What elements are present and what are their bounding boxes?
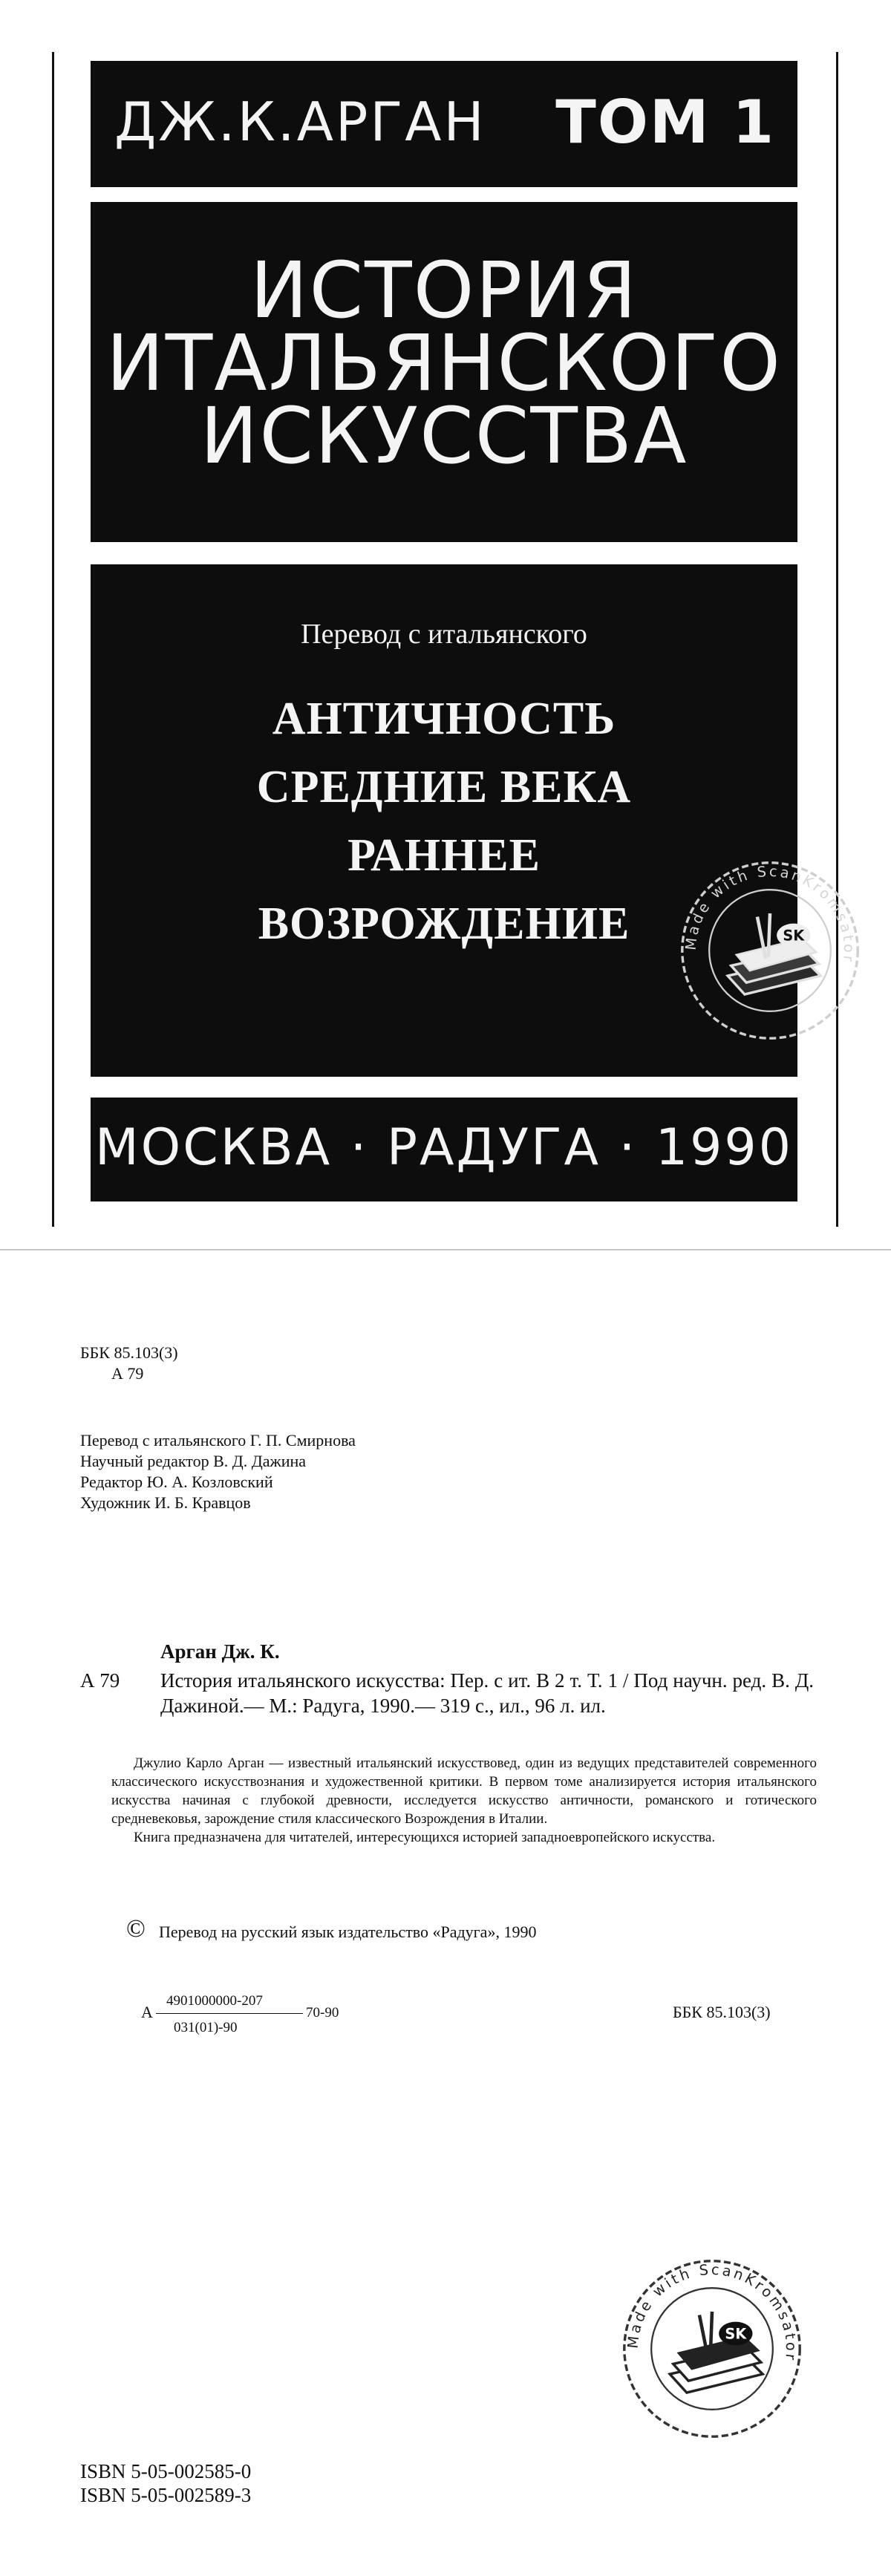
credit-artist: Художник И. Б. Кравцов bbox=[80, 1493, 251, 1512]
cover-subtitle-line: РАННЕЕ bbox=[347, 830, 541, 881]
cover-header-block bbox=[91, 61, 797, 187]
formula-fraction-bar bbox=[156, 2013, 303, 2014]
author-sign-code: А 79 bbox=[111, 1364, 144, 1383]
bbk-code: ББК 85.103(3) bbox=[80, 1343, 178, 1362]
book-stack-icon bbox=[670, 2312, 763, 2393]
bbk-right: ББК 85.103(3) bbox=[673, 2003, 771, 2021]
frame-left-line bbox=[52, 52, 54, 1227]
formula-denominator: 031(01)-90 bbox=[174, 2020, 238, 2035]
cover-subtitle-line: ВОЗРОЖДЕНИЕ bbox=[258, 899, 630, 949]
credit-editor: Редактор Ю. А. Козловский bbox=[80, 1473, 273, 1491]
cover-publisher-line: МОСКВА · РАДУГА · 1990 bbox=[95, 1118, 793, 1177]
cover-translation-note: Перевод с итальянского bbox=[301, 619, 587, 650]
cover-subtitle-block bbox=[91, 564, 858, 1077]
credit-translator: Перевод с итальянского Г. П. Смирнова bbox=[80, 1431, 356, 1450]
annotation-paragraph: Книга предназначена для читателей, интересующихся историей западноевропейского искусства. bbox=[134, 1830, 716, 1845]
stamp-badge: SK bbox=[783, 927, 805, 945]
book-stack-icon bbox=[728, 913, 820, 994]
entry-description: История итальянского искусства: Пер. с ит. В 2 т. Т. 1 / Под научн. ред. В. Д. Дажиной.— М.: Радуга, 1990.— 319 с., ил., 96 л. ил. bbox=[160, 1669, 814, 1717]
cover-title-line: ИСТОРИЯ bbox=[249, 245, 639, 336]
cover-page bbox=[0, 0, 891, 1248]
stamp-ring-text: Made with ScanKromsator bbox=[682, 862, 858, 965]
cover-title-block bbox=[91, 202, 797, 542]
formula-prefix: А bbox=[141, 2003, 153, 2021]
cover-publisher-block bbox=[91, 1098, 797, 1201]
isbn-2: ISBN 5-05-002589-3 bbox=[80, 2484, 252, 2506]
copyright-text: Перевод на русский язык издательство «Радуга», 1990 bbox=[159, 1923, 537, 1941]
copyright-symbol: © bbox=[126, 1915, 146, 1943]
cover-author: ДЖ.К.АРГАН bbox=[114, 91, 486, 153]
scankromsator-stamp bbox=[619, 2256, 805, 2442]
credit-scientific-editor: Научный редактор В. Д. Дажина bbox=[80, 1452, 307, 1470]
scankromsator-stamp bbox=[677, 858, 863, 1043]
frame-right-line bbox=[836, 52, 838, 1227]
stamp-ring-text: Made with ScanKromsator bbox=[624, 2260, 800, 2364]
formula-numerator: 4901000000-207 bbox=[166, 1993, 263, 2009]
entry-author: Арган Дж. К. bbox=[160, 1640, 280, 1663]
cover-title-line: ИТАЛЬЯНСКОГО bbox=[105, 318, 783, 408]
cover-title bbox=[91, 245, 797, 481]
cover-title-line: ИСКУССТВА bbox=[200, 391, 688, 481]
entry-code: А 79 bbox=[80, 1669, 120, 1692]
formula-suffix: 70-90 bbox=[306, 2005, 339, 2021]
cover-volume: ТОМ 1 bbox=[555, 88, 775, 157]
isbn-1: ISBN 5-05-002585-0 bbox=[80, 2460, 252, 2482]
stamp-badge: SK bbox=[725, 2325, 747, 2343]
annotation-paragraph: Джулио Карло Арган — известный итальянский искусствовед, один из ведущих представителей современного классического искусствознания и художественной критики. В первом томе анализируется история итальянского искусства начиная с глубокой древности, исследуется искусство античности, романского и готического средневековья, зарождение стиля классического Возрождения в Италии. bbox=[111, 1755, 817, 1827]
page-divider bbox=[0, 1249, 891, 1250]
cover-subtitle-line: АНТИЧНОСТЬ bbox=[272, 694, 616, 744]
cover-subtitle-line: СРЕДНИЕ ВЕКА bbox=[256, 762, 632, 812]
annotation bbox=[111, 1754, 817, 1847]
imprint-page bbox=[0, 1253, 891, 2576]
